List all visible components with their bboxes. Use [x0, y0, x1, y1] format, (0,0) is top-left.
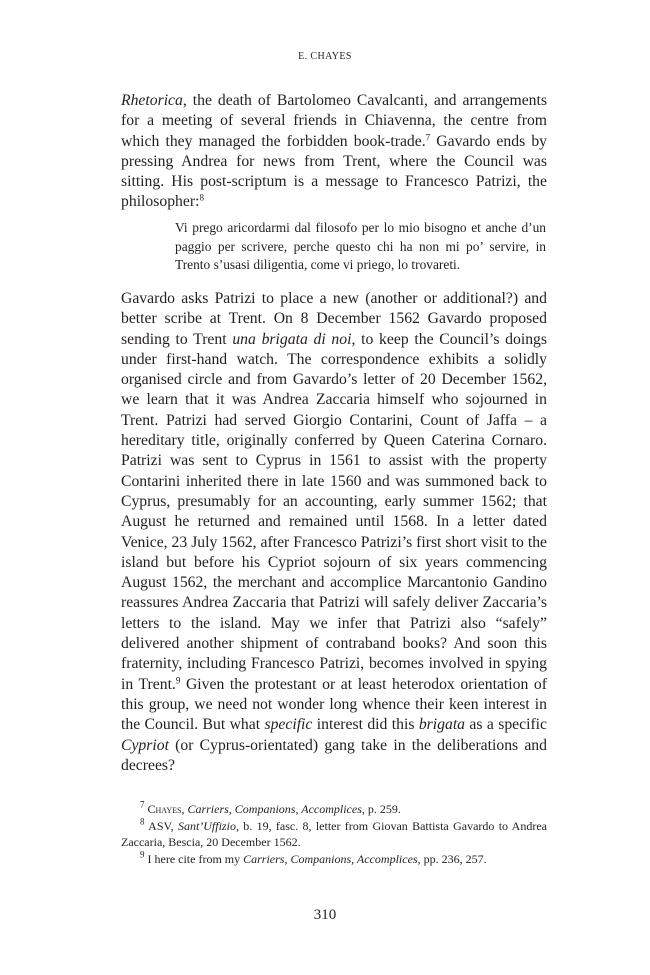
footnote-pre: I here cite from my — [144, 851, 244, 866]
footnote-separator: , — [181, 802, 188, 816]
paragraph-2-text-d: interest did this — [312, 716, 419, 734]
footnote-ref-7[interactable]: 7 — [425, 132, 431, 143]
footnote-rest: , p. 259. — [361, 802, 401, 816]
paragraph-2-text-a: Gavardo asks Patrizi to place a new (another or additional?) and better scribe at Trent. On 8 December 1562 Gavardo proposed sending to Trent — [121, 290, 547, 348]
footnote-title: Carriers, Companions, Accomplices — [187, 802, 362, 816]
footnote-ref-8[interactable]: 8 — [199, 193, 204, 204]
block-quote: Vi prego aricordarmi dal filosofo per lo mio bisogno et anche d’un paggio per scrivere, perche questo chi ha non mi po’ servire, in Trento s’usasi diligentia, come vi priego, lo trovareti. — [175, 220, 546, 273]
italic-cypriot: Cypriot — [121, 736, 169, 754]
paragraph-2-text-e: as a specific — [465, 716, 547, 734]
footnote-number: 8 — [140, 816, 145, 827]
footnote-rest: , b. 19, fasc. 8, letter from Giovan Battista Gavardo to Andrea Zaccaria, Bescia, 20 December 1562. — [121, 818, 548, 849]
footnote-7 — [121, 801, 547, 818]
footnote-number: 9 — [140, 849, 145, 860]
footnote-8 — [121, 818, 547, 851]
paragraph-2-text-c: Given the protestant or at least heterodox orientation of this group, we need not wonder long whence their keen interest in the Council. But what — [121, 675, 547, 734]
body-paragraph-2 — [121, 289, 547, 776]
running-head: E. CHAYES — [298, 51, 352, 62]
body-paragraph-1 — [121, 91, 547, 213]
footnote-ref-9[interactable]: 9 — [175, 675, 181, 686]
footnote-number: 7 — [140, 799, 145, 810]
footnote-author: Chayes — [147, 802, 182, 816]
footnotes — [121, 801, 547, 867]
footnote-title: Sant’Uffizio — [177, 818, 236, 833]
footnote-title: Carriers, Companions, Accomplices — [243, 851, 418, 866]
footnote-9 — [121, 851, 547, 868]
paragraph-2-text-f: (or Cyprus-orientated) gang take in the deliberations and decrees? — [121, 736, 547, 774]
italic-una-brigata: una brigata di noi — [232, 330, 352, 348]
paragraph-1-text-b: Gavardo ends by pressing Andrea for news from Trent, where the Council was sitting. His post-scriptum is a message to Francesco Patrizi, the philosopher: — [121, 132, 548, 211]
italic-brigata: brigata — [418, 716, 466, 734]
italic-rhetorica: Rhetorica — [121, 92, 183, 109]
paragraph-2-text-b: , to keep the Council’s doings under first-hand watch. The correspondence exhibits a solidly organised circle and from Gavardo’s letter of 20 December 1562, we learn that it was Andrea Zaccaria himself who sojourned in Trent. Patrizi had served Giorgio Contarini, Count of Jaffa – a hereditary title, originally conferred by Queen Caterina Cornaro. Patrizi was sent to Cyprus in 1561 to assist with the property Contarini inherited there in late 1560 and was summoned back to Cyprus, presumably for an accounting, early summer 1562; that August he returned and remained until 1568. In a letter dated Venice, 23 July 1562, after Francesco Patrizi’s first short visit to the island but before his Cypriot sojourn of six years commencing August 1562, the merchant and accomplice Marcantonio Gandino reassures Andrea Zaccaria that Patrizi will safely deliver Zaccaria’s letters to the island. May we infer that Patrizi also “safely” delivered another shipment of contraband books? And soon this fraternity, including Francesco Patrizi, becomes involved in spying in Trent. — [121, 330, 547, 693]
page-number: 310 — [313, 907, 337, 923]
paragraph-1-text-a: , the death of Bartolomeo Cavalcanti, and arrangements for a meeting of several friends in Chiavenna, the centre from which they managed the forbidden book-trade. — [121, 92, 547, 150]
footnote-rest: , pp. 236, 257. — [417, 851, 487, 866]
italic-specific: specific — [264, 716, 313, 734]
footnote-pre: ASV, — [144, 818, 178, 833]
